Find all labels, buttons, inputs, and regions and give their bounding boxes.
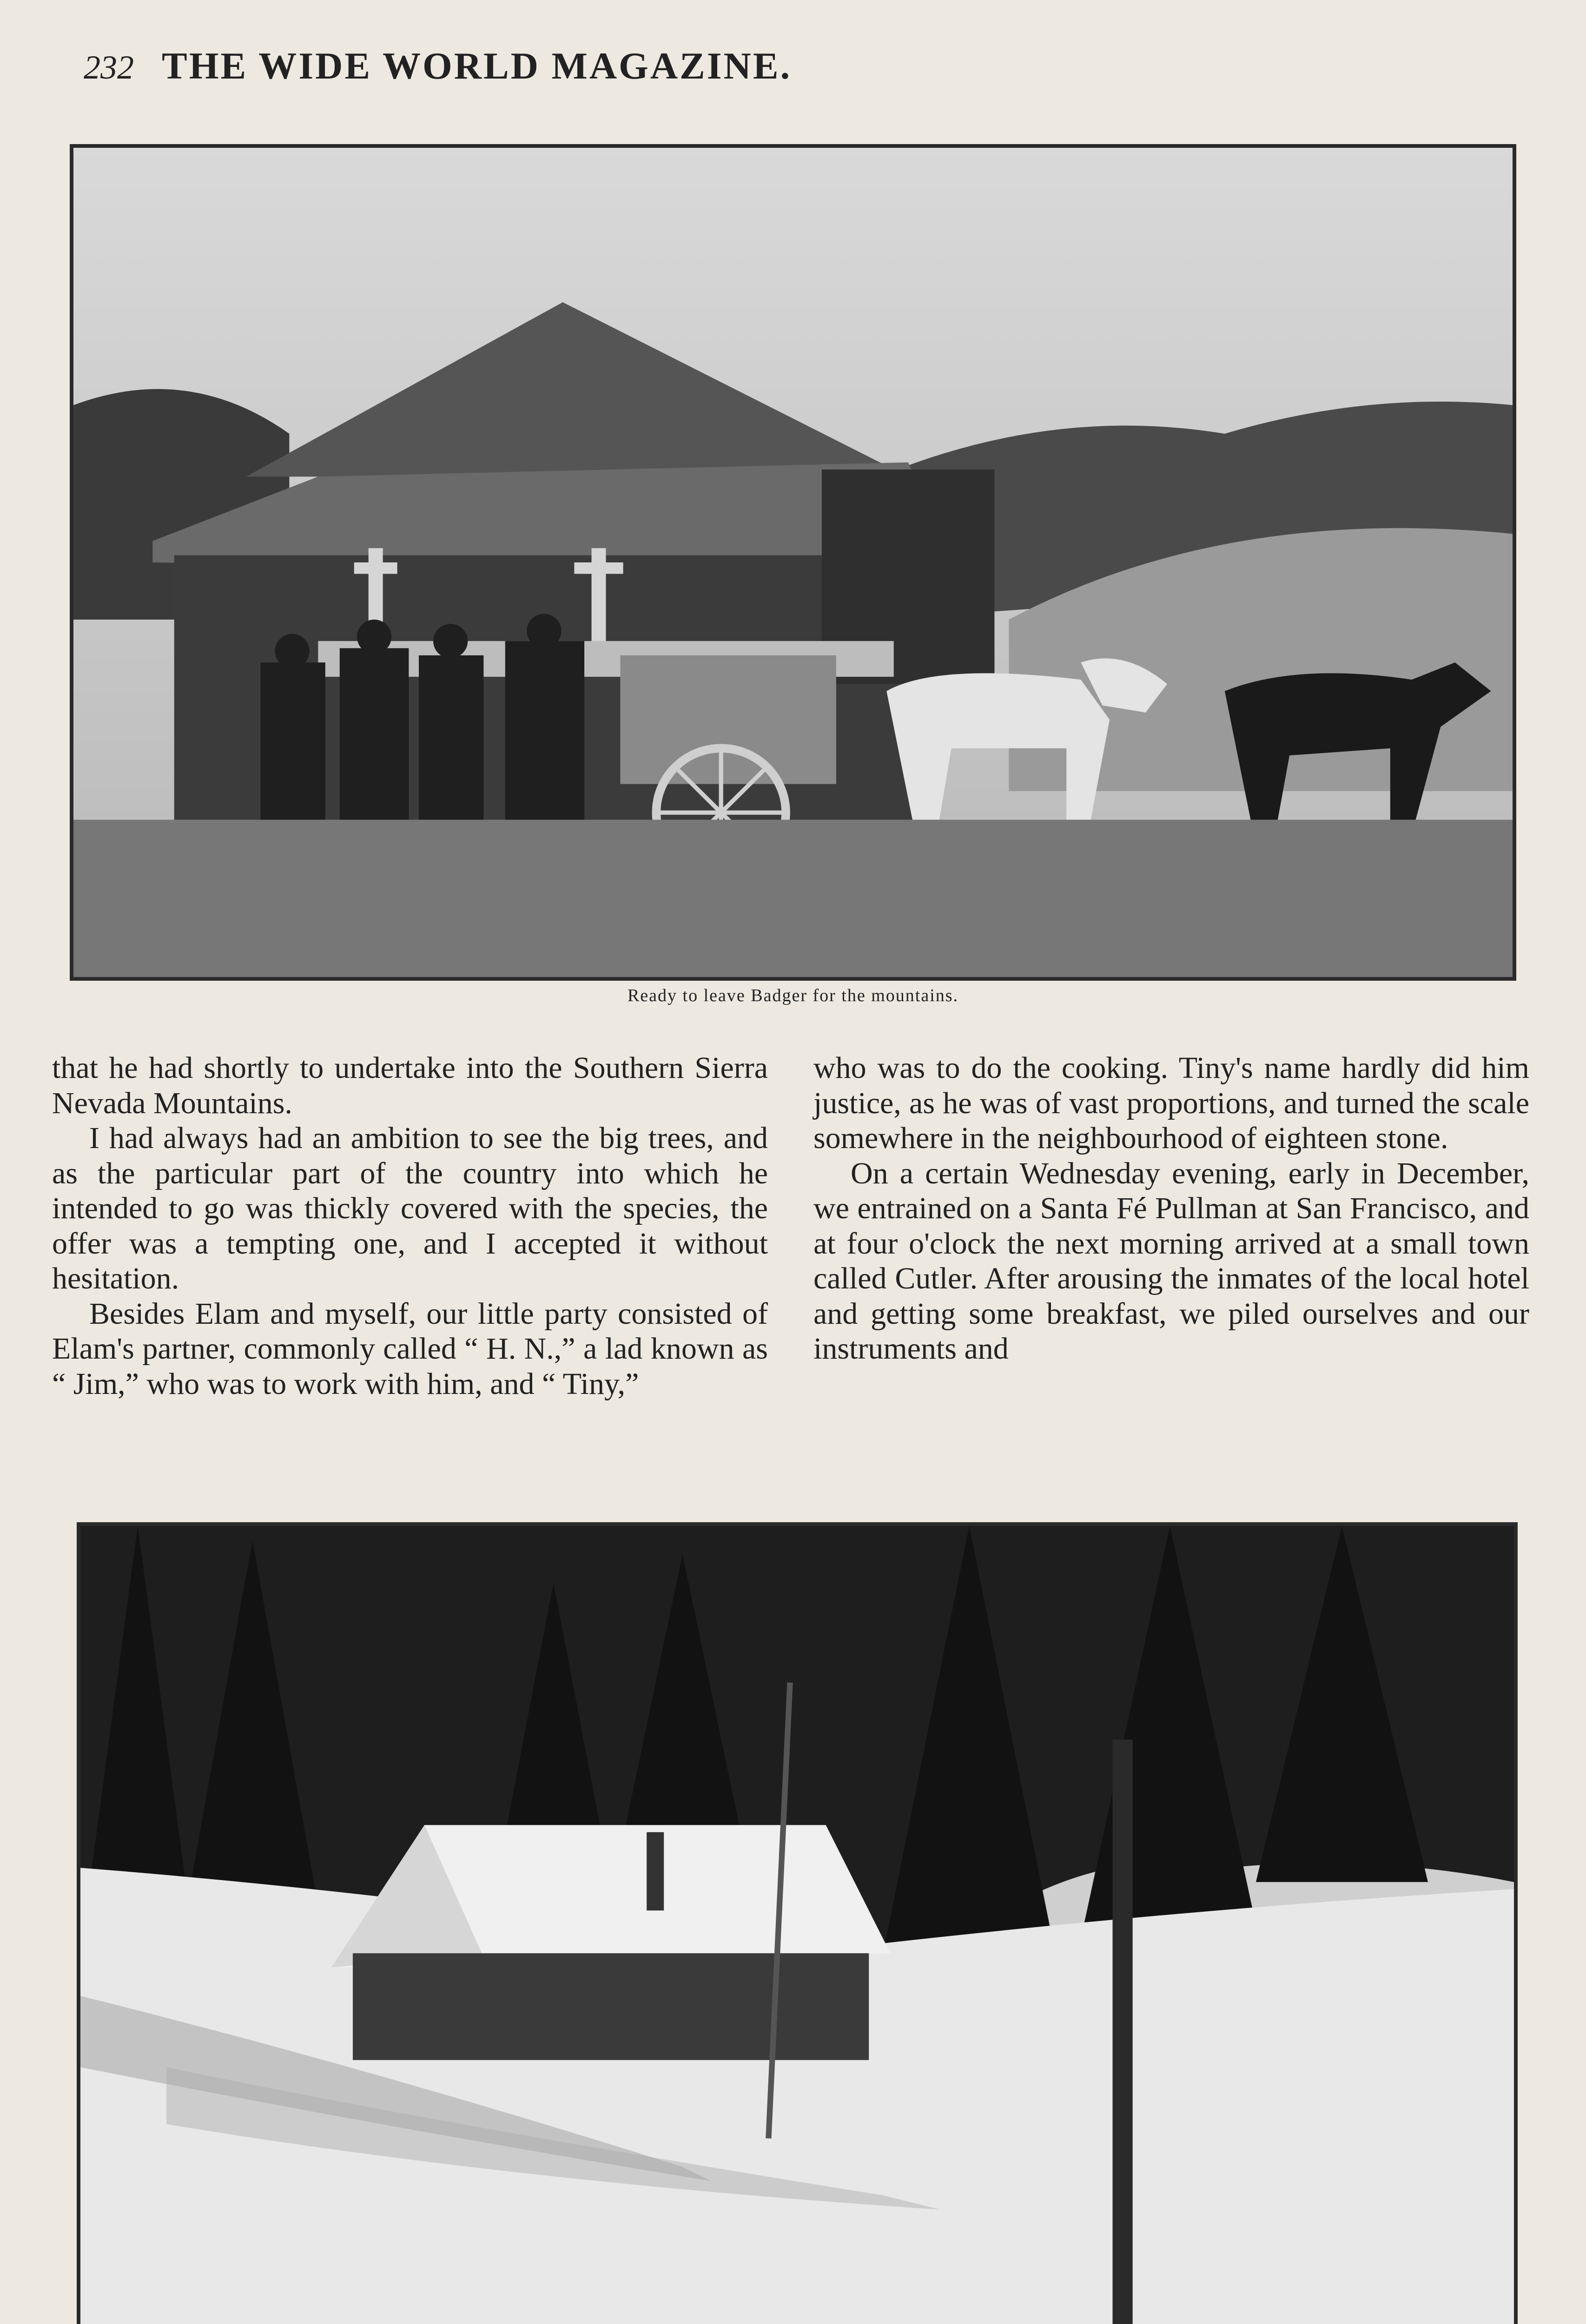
paragraph: who was to do the cooking. Tiny's name hardly did him justice, as he was of vast proportions, and turned the scale somewhere in the neighbourhood of eighteen stone. (813, 1051, 1529, 1155)
magazine-title: THE WIDE WORLD MAGAZINE. (162, 45, 792, 87)
ranger-station-illustration (80, 1526, 1514, 2324)
article-right-column (813, 1050, 1529, 1367)
paragraph: that he had shortly to undertake into the Southern Sierra Nevada Mountains. (52, 1051, 768, 1120)
photo-wagon-at-cabin (70, 144, 1516, 981)
wagon-photo-illustration (73, 148, 1513, 977)
article-left-column (52, 1050, 768, 1401)
page-number: 232 (84, 49, 134, 86)
photo-ranger-station (77, 1522, 1518, 2324)
paragraph: I had always had an ambition to see the big trees, and as the particular part of the country into which he intended to go was thickly covered with the species, the offer was a tempting one, and I accepted it without hesitation. (52, 1121, 768, 1295)
paragraph: Besides Elam and myself, our little party consisted of Elam's partner, commonly called “ H. N.,” a lad known as “ Jim,” who was to work with him, and “ Tiny,” (52, 1296, 768, 1401)
paragraph: On a certain Wednesday evening, early in December, we entrained on a Santa Fé Pullman at San Francisco, and at four o'clock the next morning arrived at a small town called Cutler. After arousing the inmates of the local hotel and getting some breakfast, we piled ourselves and our instruments and (813, 1156, 1529, 1366)
top-photo-caption: Ready to leave Badger for the mountains. (627, 986, 959, 1005)
page-header (84, 44, 792, 95)
